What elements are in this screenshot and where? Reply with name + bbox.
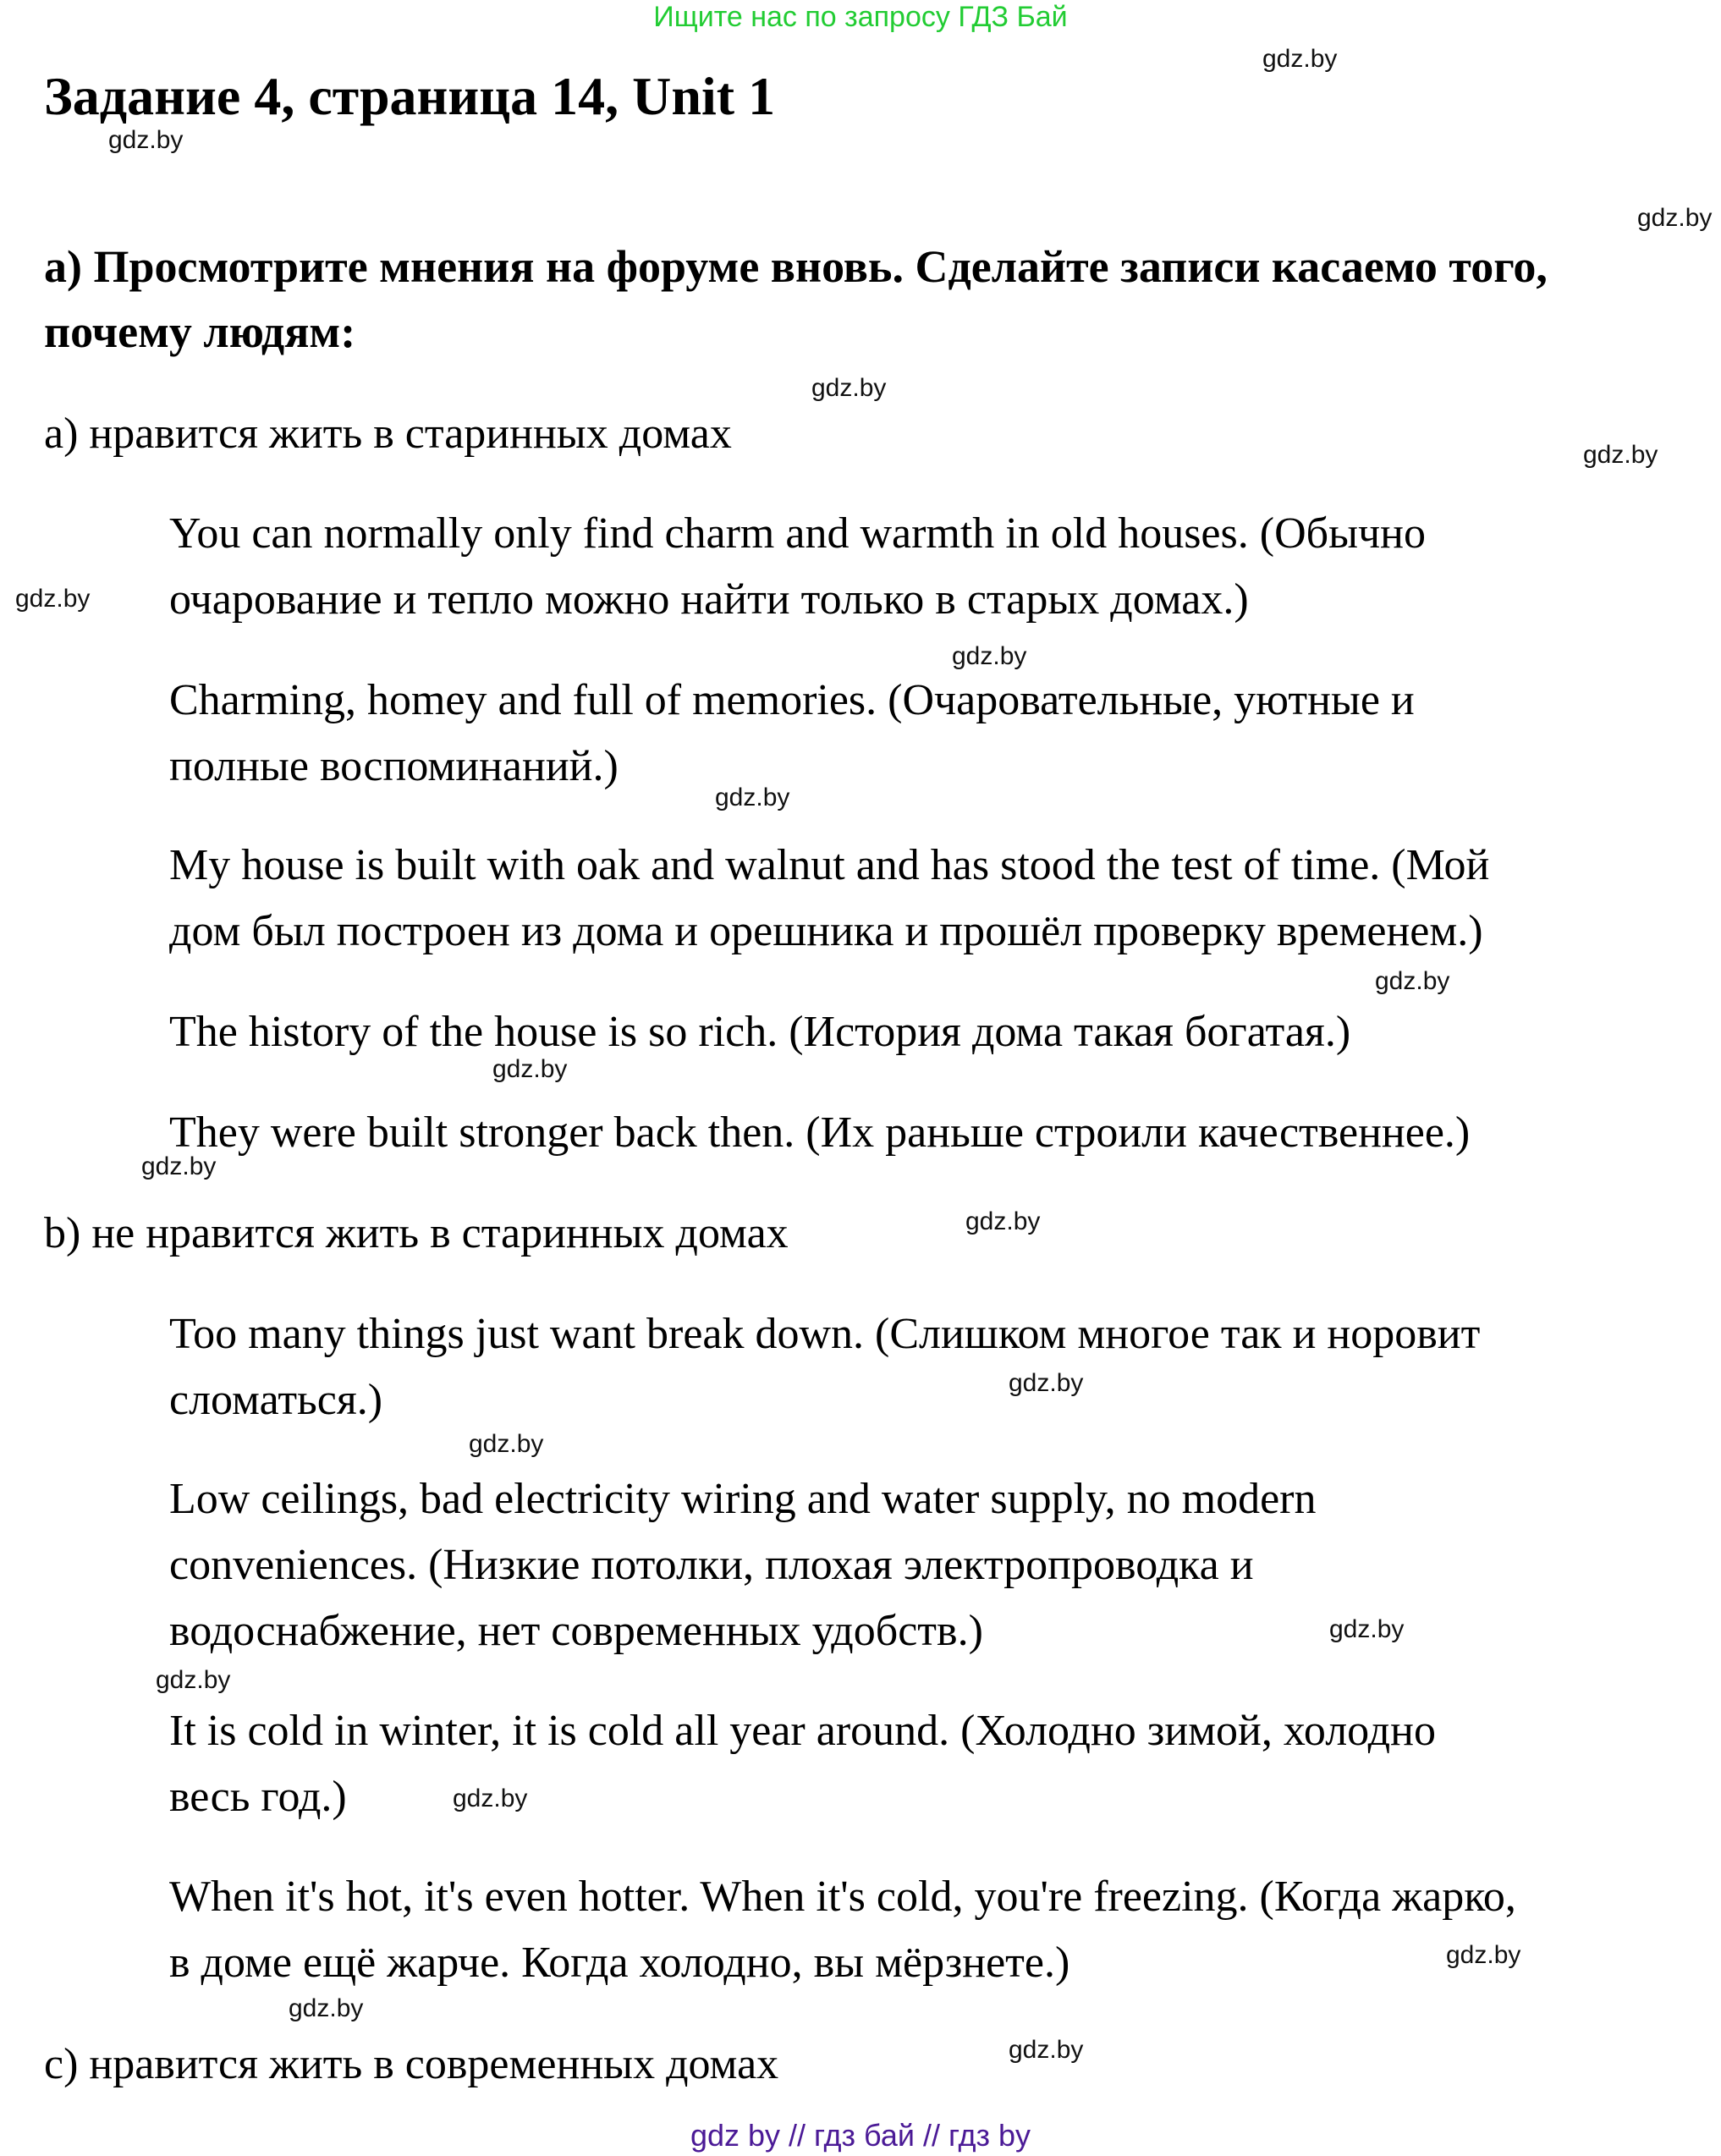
footer-links[interactable]: gdz by // гдз бай // гдз by: [690, 2118, 1031, 2153]
watermark: gdz.by: [1446, 1941, 1521, 1969]
watermark: gdz.by: [1637, 204, 1713, 232]
search-notice[interactable]: Ищите нас по запросу ГДЗ Бай: [653, 1, 1068, 33]
watermark: gdz.by: [492, 1055, 568, 1083]
watermark: gdz.by: [715, 784, 790, 811]
answer-line: водоснабжение, нет современных удобств.): [169, 1607, 983, 1655]
watermark: gdz.by: [289, 1994, 364, 2022]
section-c-label: c) нравится жить в современных домах: [44, 2040, 779, 2088]
answer-line: дом был построен из дома и орешника и прошёл проверку временем.): [169, 907, 1483, 955]
answer-line: в доме ещё жарче. Когда холодно, вы мёрзнете.): [169, 1939, 1070, 1987]
answer-line: сломаться.): [169, 1376, 383, 1424]
watermark: gdz.by: [156, 1666, 231, 1694]
watermark: gdz.by: [469, 1430, 544, 1458]
watermark: gdz.by: [1329, 1615, 1405, 1643]
watermark: gdz.by: [1009, 2036, 1084, 2064]
answer-line: conveniences. (Низкие потолки, плохая электропроводка и: [169, 1541, 1254, 1589]
answer-line: My house is built with oak and walnut and has stood the test of time. (Мой: [169, 841, 1490, 889]
answer-line: весь год.): [169, 1773, 347, 1821]
section-b-label: b) не нравится жить в старинных домах: [44, 1209, 789, 1257]
watermark: gdz.by: [965, 1207, 1041, 1235]
answer-line: You can normally only find charm and warmth in old houses. (Обычно: [169, 509, 1426, 558]
watermark: gdz.by: [952, 642, 1027, 670]
answer-line: It is cold in winter, it is cold all year around. (Холодно зимой, холодно: [169, 1707, 1436, 1755]
watermark: gdz.by: [108, 126, 184, 154]
section-a-label: а) нравится жить в старинных домах: [44, 410, 732, 458]
watermark: gdz.by: [453, 1785, 528, 1812]
answer-line: очарование и тепло можно найти только в старых домах.): [169, 575, 1249, 624]
answer-line: полные воспоминаний.): [169, 742, 619, 790]
answer-line: Charming, homey and full of memories. (Очаровательные, уютные и: [169, 676, 1415, 724]
watermark: gdz.by: [141, 1152, 217, 1180]
answer-line: They were built stronger back then. (Их раньше строили качественнее.): [169, 1108, 1471, 1157]
watermark: gdz.by: [1009, 1369, 1084, 1397]
answer-line: When it's hot, it's even hotter. When it's cold, you're freezing. (Когда жарко,: [169, 1873, 1516, 1921]
watermark: gdz.by: [1583, 441, 1658, 469]
page-title: Задание 4, страница 14, Unit 1: [44, 66, 776, 126]
answer-line: Low ceilings, bad electricity wiring and water supply, no modern: [169, 1475, 1317, 1523]
watermark: gdz.by: [1375, 967, 1450, 995]
instruction-line: почему людям:: [44, 306, 356, 357]
watermark: gdz.by: [811, 374, 887, 402]
instruction-line: а) Просмотрите мнения на форуме вновь. Сделайте записи касаемо того,: [44, 241, 1548, 292]
answer-line: The history of the house is so rich. (История дома такая богатая.): [169, 1008, 1351, 1056]
watermark: gdz.by: [15, 585, 91, 613]
answer-line: Too many things just want break down. (Слишком многое так и норовит: [169, 1310, 1481, 1358]
watermark: gdz.by: [1262, 45, 1338, 73]
